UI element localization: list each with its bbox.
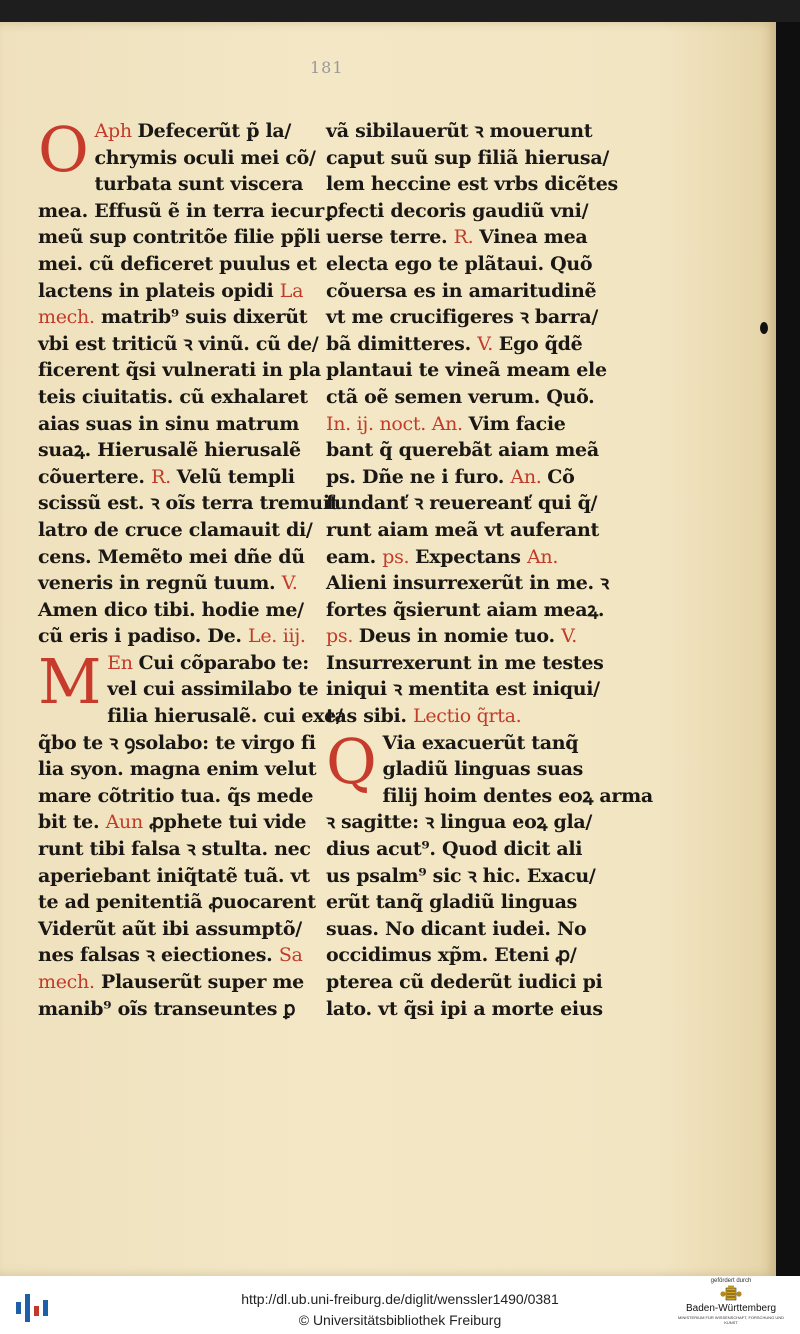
- page-edge: [776, 22, 800, 1276]
- text-span: lactens in plateis opidi: [38, 279, 280, 302]
- text-span: filia hierusalẽ. cui exe/: [107, 705, 343, 728]
- rubricated-initial: Q: [326, 724, 377, 798]
- text-line: [326, 464, 598, 491]
- text-line: [326, 517, 598, 544]
- rubric-text: An.: [510, 465, 548, 488]
- sponsor-block: [672, 1278, 790, 1334]
- text-span: tas sibi.: [326, 705, 414, 728]
- text-span: veneris in regnũ tuum.: [38, 572, 282, 595]
- text-line: [38, 863, 316, 890]
- text-span: cens. Memẽto mei dñe dũ: [38, 545, 305, 568]
- text-span: eam.: [326, 545, 383, 568]
- footer-copyright: © Universitätsbibliothek Freiburg: [298, 1312, 502, 1328]
- text-span: te ad penitentiã ꝓuocarent: [38, 891, 316, 914]
- text-span: ꝓphete tui vide: [142, 811, 307, 834]
- text-line: [38, 437, 316, 464]
- ink-spot: [760, 322, 768, 334]
- text-span: lato. vt q̃si ipi a morte eius: [326, 997, 603, 1020]
- text-line: [38, 464, 316, 491]
- rubric-text: mech.: [38, 971, 95, 993]
- text-line: [38, 809, 316, 836]
- text-span: lia syon. magna enim velut: [38, 758, 317, 781]
- text-span: bit te.: [38, 811, 106, 834]
- text-span: mea. Effusũ ẽ in terra iecur: [38, 199, 324, 222]
- text-span: plantaui te vineã meam ele: [326, 359, 607, 382]
- text-line: [38, 490, 339, 517]
- text-span: aperiebant iniq̃tatẽ tuã. vt: [38, 864, 310, 887]
- text-line: [38, 304, 316, 331]
- text-line: [326, 490, 598, 517]
- text-line: [326, 703, 598, 730]
- text-span: Deus in nomie tuo.: [358, 625, 562, 648]
- text-line: [38, 730, 316, 757]
- text-span: Cui cõparabo te:: [138, 651, 310, 674]
- text-span: cõuertere.: [38, 465, 152, 488]
- text-line: [38, 836, 316, 863]
- text-line: [38, 251, 316, 278]
- text-span: Via exacuerũt tanq̃: [382, 731, 579, 754]
- text-span: nes falsas ꝛ eiectiones.: [38, 944, 279, 967]
- rubric-text: ps.: [382, 545, 416, 568]
- text-span: aias suas in sinu matrum: [38, 412, 300, 435]
- rubric-text: mech.: [38, 306, 95, 329]
- sponsor-name: Baden-Württemberg: [685, 1303, 777, 1314]
- footer-url-link[interactable]: http://dl.ub.uni-freiburg.de/diglit/wenssler1490/0381: [241, 1291, 559, 1307]
- coat-of-arms-icon: [719, 1285, 743, 1303]
- text-span: fortes q̃sierunt aiam meaꝝ.: [326, 598, 605, 621]
- rubric-text: An.: [527, 545, 559, 568]
- text-line: [38, 544, 316, 571]
- rubric-text: V.: [561, 625, 577, 648]
- text-line: [38, 942, 316, 969]
- rubric-text: En: [107, 651, 139, 674]
- sponsor-label: gefördert durch: [710, 1278, 752, 1284]
- text-span: Plauserũt super me: [94, 971, 304, 993]
- text-span: turbata sunt viscera: [94, 173, 304, 196]
- text-span: occidimus xp̃m. Eteni ꝓ/: [326, 944, 577, 967]
- text-line: [326, 836, 598, 863]
- text-span: cõuersa es in amaritudinẽ: [326, 279, 597, 302]
- text-line: [326, 889, 598, 916]
- text-line: [38, 916, 316, 943]
- text-line: [326, 171, 618, 198]
- text-line: [38, 411, 316, 438]
- rubric-text: V.: [477, 332, 499, 355]
- text-span: Defecerũt p̃ la/: [137, 120, 292, 142]
- rubricated-initial: O: [38, 113, 89, 186]
- text-span: vel cui assimilabo te: [107, 678, 319, 701]
- rubric-text: Sa: [278, 944, 303, 967]
- text-line: [38, 278, 316, 305]
- text-line: [326, 251, 598, 278]
- rubric-text: V.: [281, 572, 298, 595]
- text-span: Velũ templi: [176, 465, 295, 488]
- text-line: [38, 331, 319, 358]
- text-span: Vim facie: [468, 412, 566, 435]
- text-span: manib⁹ oĩs transeuntes ꝑ: [38, 997, 296, 1020]
- text-line: [326, 863, 598, 890]
- text-line: [326, 969, 603, 996]
- folio-number: 181: [310, 58, 344, 77]
- text-span: erũt tanq̃ gladiũ linguas: [326, 891, 578, 914]
- rubric-text: La: [279, 279, 304, 302]
- text-span: Vinea mea: [479, 226, 588, 249]
- text-line: [38, 224, 321, 251]
- text-span: runt aiam meã vt auferant: [326, 518, 599, 541]
- text-line: [38, 384, 316, 411]
- text-span: suas. No dicant iudei. No: [326, 917, 587, 940]
- text-line: [326, 411, 598, 438]
- text-span: chrymis oculi mei cõ/: [94, 146, 316, 169]
- text-line: [326, 650, 604, 677]
- text-line: [326, 996, 603, 1023]
- text-line: [38, 517, 316, 544]
- text-line: [326, 942, 598, 969]
- text-span: Insurrexerunt in me testes: [326, 651, 604, 674]
- text-line: [38, 889, 316, 916]
- text-line: [326, 304, 598, 331]
- right-text-column: [326, 118, 653, 1022]
- text-span: us psalm⁹ sic ꝛ hic. Exacu/: [326, 864, 596, 887]
- sponsor-ministry: MINISTERIUM FÜR WISSENSCHAFT, FORSCHUNG UND KUNST: [678, 1315, 784, 1325]
- text-span: ꝛ sagitte: ꝛ lingua eoꝝ gla/: [326, 811, 593, 834]
- text-span: vbi est triticũ ꝛ vinũ. cũ de/: [38, 332, 319, 355]
- text-line: [38, 198, 324, 225]
- rubric-text: Lectio q̃rta.: [413, 705, 522, 728]
- text-line: [38, 357, 321, 384]
- text-span: Ego q̃dẽ: [498, 332, 583, 355]
- text-line: [326, 544, 598, 571]
- text-span: bant q̃ querebãt aiam meã: [326, 439, 599, 462]
- text-line: [38, 783, 316, 810]
- text-span: mei. cũ deficeret puulus et: [38, 252, 317, 275]
- rubric-text: R.: [453, 226, 480, 249]
- text-line: [326, 118, 598, 145]
- text-span: ꝑfecti decoris gaudiũ vni/: [326, 199, 589, 222]
- text-span: Viderũt aũt ibi assumptõ/: [38, 917, 302, 940]
- text-span: fundanť ꝛ reuereanť qui q̃/: [326, 492, 598, 515]
- text-span: teis ciuitatis. cũ exhalaret: [38, 385, 308, 408]
- rubric-text: In. ij. noct. An.: [326, 412, 469, 435]
- text-span: vt me crucifigeres ꝛ barra/: [326, 306, 598, 329]
- text-span: ctã oẽ semen verum. Quõ.: [326, 385, 595, 408]
- text-line: [38, 597, 316, 624]
- text-line: [326, 623, 598, 650]
- text-span: filij hoim dentes eoꝝ arma: [382, 784, 653, 807]
- rubric-text: Le. iij.: [248, 625, 306, 648]
- text-span: q̃bo te ꝛ ꝯsolabo: te virgo fi: [38, 731, 316, 754]
- text-line: [326, 597, 605, 624]
- text-line: [326, 224, 598, 251]
- text-line: [326, 331, 598, 358]
- text-line: [38, 969, 316, 996]
- text-span: uerse terre.: [326, 226, 454, 249]
- text-span: bã dimitteres.: [326, 332, 478, 355]
- rubric-text: Aph: [94, 120, 138, 142]
- text-line: [326, 809, 598, 836]
- text-span: caput suũ sup filiã hierusa/: [326, 146, 609, 169]
- text-line: [326, 570, 609, 597]
- text-line: [38, 996, 316, 1023]
- text-span: lem heccine est vrbs dicẽtes: [326, 173, 618, 196]
- rubric-text: ps.: [326, 625, 359, 648]
- text-span: Expectans: [415, 545, 527, 568]
- text-line: [38, 570, 316, 597]
- text-span: latro de cruce clamauit di/: [38, 518, 313, 541]
- text-span: cũ eris i padiso. De.: [38, 625, 249, 648]
- rubric-text: Aun: [105, 811, 143, 834]
- text-span: vã sibilauerũt ꝛ mouerunt: [326, 120, 593, 142]
- rubric-text: R.: [151, 465, 177, 488]
- text-span: iniqui ꝛ mentita est iniqui/: [326, 678, 600, 701]
- text-line: [326, 676, 598, 703]
- text-span: runt tibi falsa ꝛ stulta. nec: [38, 838, 311, 861]
- text-line: [326, 916, 598, 943]
- text-line: [38, 756, 316, 783]
- text-line: [326, 278, 598, 305]
- text-span: pterea cũ dederũt iudici pi: [326, 971, 603, 993]
- text-span: Alieni insurrexerũt in me. ꝛ: [326, 572, 609, 595]
- text-line: [326, 357, 607, 384]
- text-span: scissũ est. ꝛ oĩs terra tremuit: [38, 492, 339, 515]
- text-line: [326, 437, 598, 464]
- text-span: ps. Dñe ne i furo.: [326, 465, 511, 488]
- text-span: gladiũ linguas suas: [382, 758, 584, 781]
- text-span: Amen dico tibi. hodie me/: [38, 598, 304, 621]
- text-span: dius acut⁹. Quod dicit ali: [326, 838, 583, 861]
- text-span: Cõ: [547, 465, 575, 488]
- rubricated-initial: M: [38, 644, 102, 718]
- text-span: matrib⁹ suis dixerũt: [94, 306, 308, 329]
- text-span: suaꝝ. Hierusalẽ hierusalẽ: [38, 439, 301, 462]
- text-line: [326, 198, 598, 225]
- text-line: [326, 384, 598, 411]
- text-span: electa ego te plãtaui. Quõ: [326, 252, 593, 275]
- text-span: meũ sup contritõe filie pp̃li: [38, 226, 321, 249]
- text-span: ficerent q̃si vulnerati in pla: [38, 359, 321, 382]
- text-line: [326, 145, 609, 172]
- text-line: [38, 623, 316, 650]
- text-span: mare cõtritio tua. q̃s mede: [38, 784, 314, 807]
